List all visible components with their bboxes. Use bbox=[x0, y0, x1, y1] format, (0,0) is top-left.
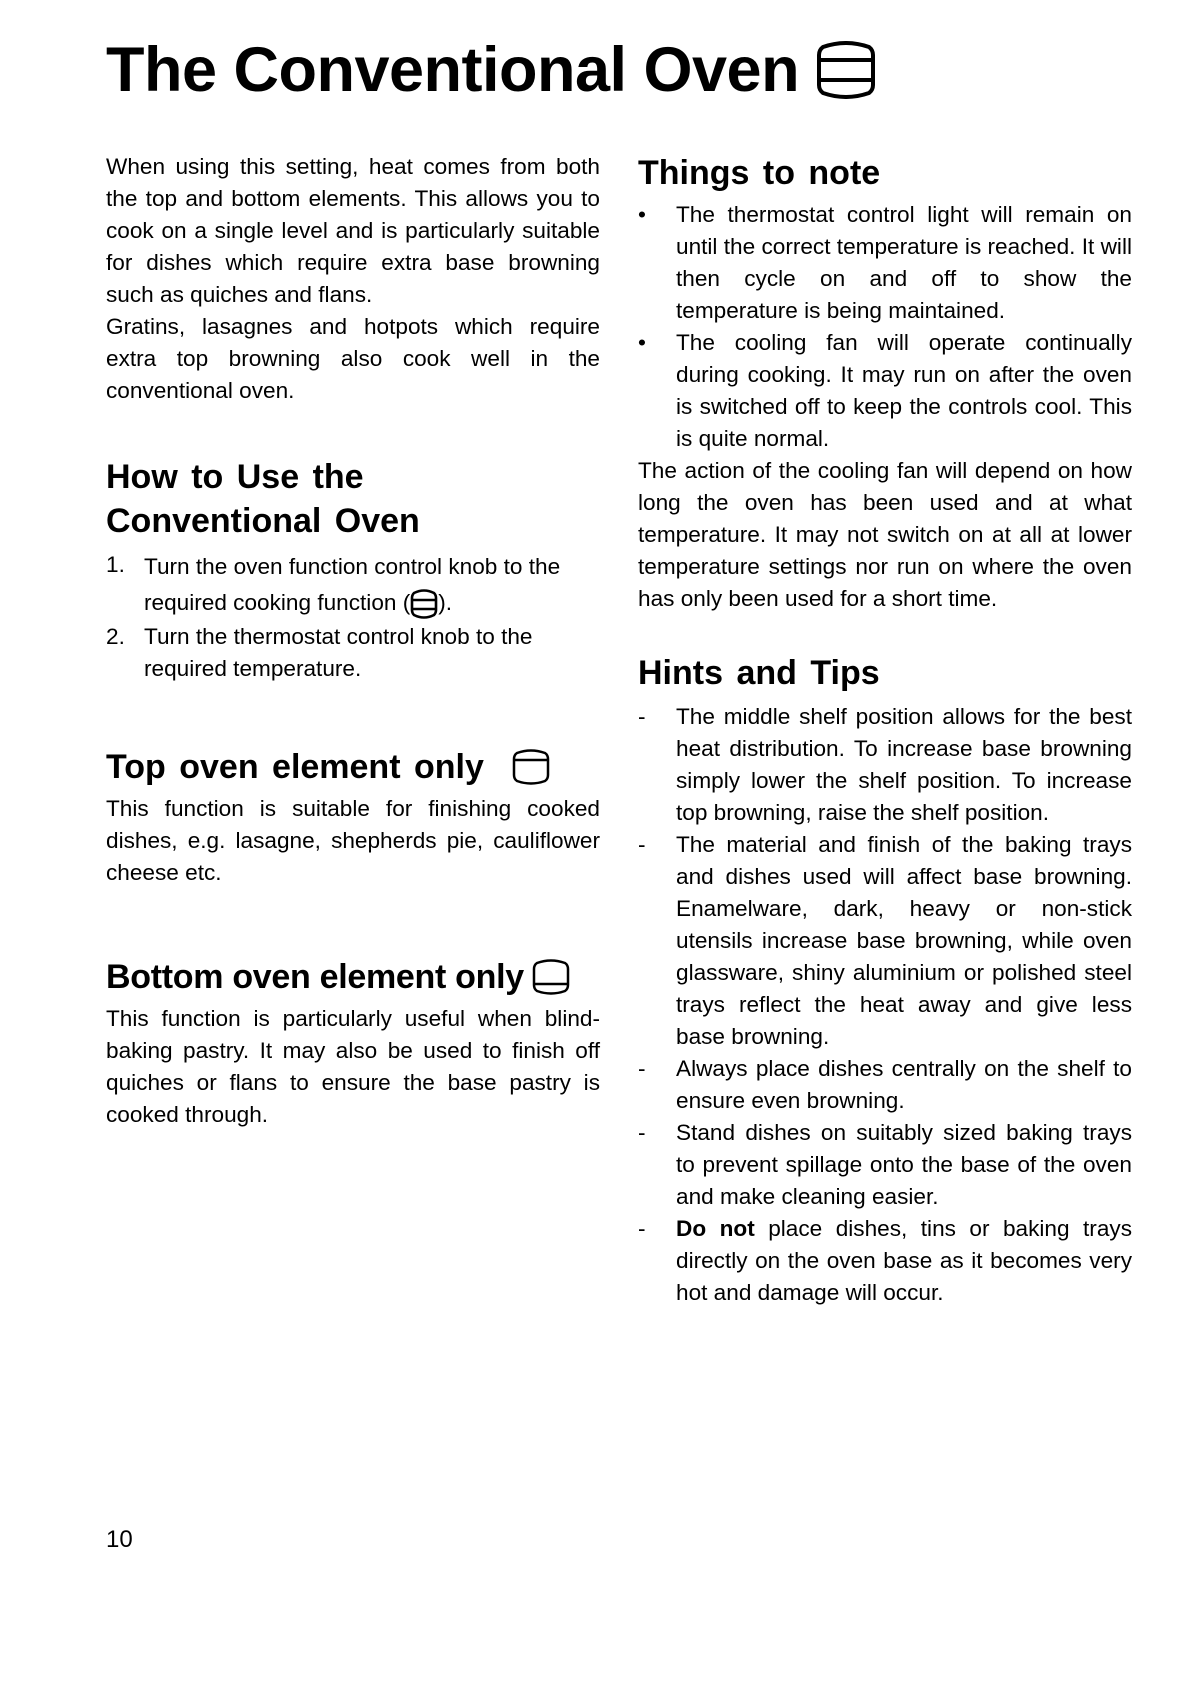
conventional-oven-icon bbox=[815, 41, 877, 99]
list-item-text: The cooling fan will operate continually during cooking. It may run on after the oven is switched off to keep the controls cool. This is quite normal. bbox=[676, 330, 1132, 451]
right-column bbox=[638, 151, 1132, 1309]
list-item bbox=[638, 327, 1132, 455]
bottom-element-heading bbox=[106, 955, 600, 999]
list-item bbox=[638, 199, 1132, 327]
step-number: 1. bbox=[106, 552, 125, 577]
dash-icon: - bbox=[638, 1120, 646, 1145]
dash-icon: - bbox=[638, 832, 646, 857]
list-item bbox=[638, 829, 1132, 1053]
left-column bbox=[106, 151, 600, 1131]
hints-heading: Hints and Tips bbox=[638, 654, 880, 692]
bottom-element-body: This function is particularly useful when blind-baking pastry. It may also be used to finish off quiches or flans to ensure the base pastry is cooked through. bbox=[106, 1006, 600, 1127]
list-item-text bbox=[676, 1213, 1132, 1309]
conventional-oven-icon bbox=[410, 589, 438, 619]
cooling-fan-paragraph: The action of the cooling fan will depend on how long the oven has been used and at what temperature. It may not switch on at all at lower temperature settings nor run on where the oven has only been used for a short time. bbox=[638, 458, 1132, 611]
top-element-icon bbox=[512, 749, 550, 785]
top-element-body: This function is suitable for finishing cooked dishes, e.g. lasagne, shepherds pie, cauliflower cheese etc. bbox=[106, 796, 600, 885]
list-item bbox=[638, 701, 1132, 829]
bottom-element-heading-text: Bottom oven element only bbox=[106, 958, 524, 996]
hints-list bbox=[638, 701, 1132, 1309]
step-text: Turn the thermostat control knob to the required temperature. bbox=[144, 624, 533, 681]
things-to-note-heading: Things to note bbox=[638, 154, 881, 192]
bullet-icon: • bbox=[638, 202, 646, 227]
list-item-text-rest: place dishes, tins or baking trays directly on the oven base as it becomes very hot and damage will occur. bbox=[676, 1216, 1132, 1305]
page-title bbox=[106, 30, 877, 110]
how-to-heading-line1: How to Use the bbox=[106, 458, 364, 496]
list-item-text: The material and finish of the baking trays and dishes used will affect base browning. Enamelware, dark, heavy or non-stick utensils increase base browning, while oven glassware, shiny aluminium or polished steel trays reflect the heat away and give less base browning. bbox=[676, 832, 1132, 1049]
intro-paragraph-2: Gratins, lasagnes and hotpots which require extra top browning also cook well in the conventional oven. bbox=[106, 314, 600, 403]
list-item bbox=[638, 1213, 1132, 1309]
top-element-heading bbox=[106, 745, 600, 789]
list-item-text: The thermostat control light will remain on until the correct temperature is reached. It will then cycle on and off to show the temperature is being maintained. bbox=[676, 202, 1132, 323]
how-to-heading bbox=[106, 455, 600, 543]
things-to-note-list bbox=[638, 199, 1132, 455]
list-item-text: Always place dishes centrally on the shelf to ensure even browning. bbox=[676, 1056, 1132, 1113]
step-item bbox=[106, 549, 600, 621]
page-title-text: The Conventional Oven bbox=[106, 35, 800, 105]
list-item-text: The middle shelf position allows for the best heat distribution. To increase base browning simply lower the shelf position. To increase top browning, raise the shelf position. bbox=[676, 704, 1132, 825]
step-item bbox=[106, 621, 600, 685]
list-item bbox=[638, 1053, 1132, 1117]
top-element-heading-text: Top oven element only bbox=[106, 748, 484, 786]
how-to-steps bbox=[106, 549, 600, 685]
do-not-emphasis: Do not bbox=[676, 1216, 755, 1241]
list-item bbox=[638, 1117, 1132, 1213]
bottom-element-icon bbox=[532, 959, 570, 995]
step-text-end: ). bbox=[438, 590, 453, 615]
intro-paragraph-1: When using this setting, heat comes from both the top and bottom elements. This allows you to cook on a single level and is particularly suitable for dishes which require extra base browning such as quiches and flans. bbox=[106, 154, 600, 307]
page-number: 10 bbox=[106, 1526, 133, 1553]
dash-icon: - bbox=[638, 1056, 646, 1081]
dash-icon: - bbox=[638, 704, 646, 729]
bullet-icon: • bbox=[638, 330, 646, 355]
dash-icon: - bbox=[638, 1216, 646, 1241]
step-text: Turn the oven function control knob to the required cooking function ( bbox=[144, 554, 561, 615]
list-item-text: Stand dishes on suitably sized baking trays to prevent spillage onto the base of the oven and make cleaning easier. bbox=[676, 1120, 1132, 1209]
step-number: 2. bbox=[106, 624, 125, 649]
how-to-heading-line2: Conventional Oven bbox=[106, 502, 420, 540]
